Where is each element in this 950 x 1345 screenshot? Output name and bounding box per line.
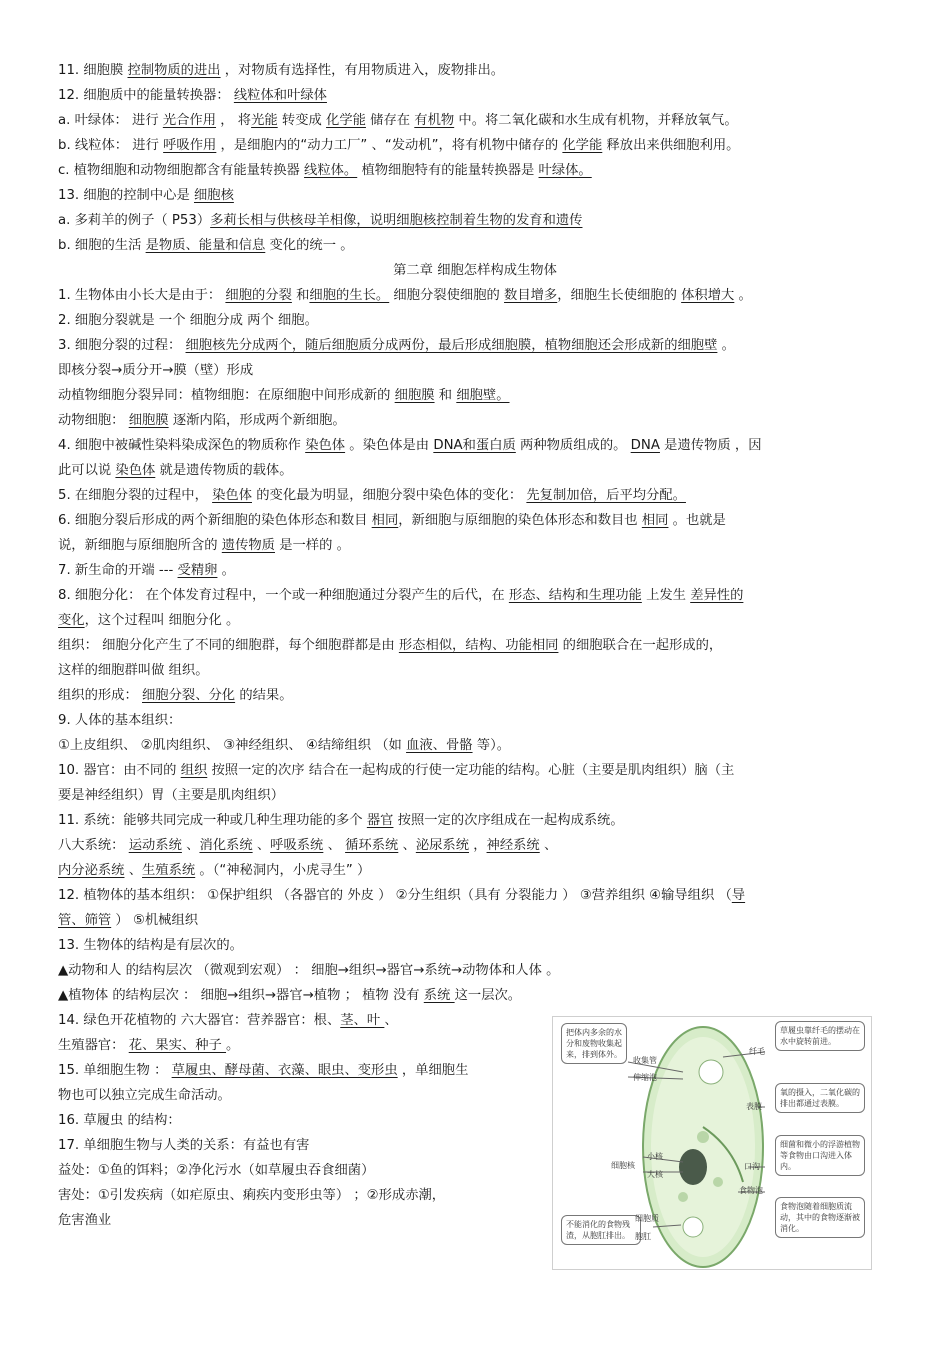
text-segment: 12. 植物体的基本组织： ①保护组织 （各器官的 外皮 ） ②分生组织（具有 分裂能力 ） ③营养组织 ④输导组织 （ [58,888,732,903]
text-line [58,787,284,805]
text-segment: 的变化最为明显，细胞分裂中染色体的变化： [252,488,527,503]
label-oral-groove: 口沟 [744,1162,760,1171]
text-segment: 中。将二氧化碳和水生成有机物，并释放氧气。 [454,113,738,128]
text-line [58,162,592,180]
text-line [58,987,521,1005]
text-segment: 15. 单细胞生物 ： [58,1063,172,1078]
text-segment: 此可以说 [58,463,116,478]
underlined-answer: 内分泌系统 [58,863,125,878]
text-line [58,537,350,555]
text-line [58,762,734,780]
text-line [58,512,726,530]
underlined-answer: 循环系统 [345,838,399,853]
text-segment: 的细胞联合在一起形成的， [558,638,723,653]
text-line [58,337,735,355]
text-line [58,212,582,230]
text-segment: 按照一定的次序 结合在一起构成的行使一定功能的结构。心脏（主要是肌肉组织）脑（主 [207,763,735,778]
text-segment: 即核分裂→质分开→膜（壁）形成 [58,363,254,378]
underlined-answer: 是物质、能量和信息 [145,238,266,253]
text-segment: 转变成 [277,113,327,128]
underlined-answer: 先复制加倍，后平均分配。 [526,488,686,503]
underlined-answer: 线粒体。 [304,163,358,178]
text-segment: 16. 草履虫 的结构： [58,1113,181,1128]
text-segment: 八大系统： [58,838,129,853]
underlined-answer: 运动系统 [128,838,182,853]
callout-cilia: 草履虫靠纤毛的摆动在水中旋转前进。 [775,1021,865,1051]
text-segment: 就是遗传物质的载体。 [155,463,293,478]
text-line [58,137,739,155]
text-line [58,887,745,905]
text-segment: 4. 细胞中被碱性染料染成深色的物质称作 [58,438,306,453]
text-segment: 。 [734,288,752,303]
text-segment: ，新细胞与原细胞的染色体形态和数目也 [398,513,642,528]
text-segment: 动物细胞： [58,413,129,428]
underlined-answer: 细胞膜 [128,413,169,428]
text-segment: 物也可以独立完成生命活动。 [58,1088,231,1103]
text-line [58,837,557,855]
text-segment: 危害渔业 [58,1213,112,1228]
label-anal-pore: 胞肛 [635,1232,651,1241]
text-line [58,1062,468,1080]
text-segment: 这样的细胞群叫做 组织。 [58,663,209,678]
underlined-answer: 光合作用 [162,113,217,128]
text-line [58,387,510,405]
text-segment: 12. 细胞质中的能量转换器： [58,88,234,103]
text-line [58,412,346,430]
underlined-answer: 消化系统 [199,838,253,853]
label-cytoplasm: 细胞质 [635,1214,659,1223]
text-line [58,1112,181,1130]
label-micronucleus: 小核 [647,1152,663,1161]
chapter-heading [0,262,950,280]
text-line [58,437,762,455]
text-segment: 17. 单细胞生物与人类的关系：有益也有害 [58,1138,310,1153]
text-segment: 生殖器官： [58,1038,129,1053]
underlined-answer: 泌尿系统 [415,838,470,853]
underlined-answer: 细胞壁。 [456,388,510,403]
text-line [58,187,234,205]
text-segment: 、 [323,838,346,853]
text-segment: 第二章 细胞怎样构成生物体 [393,263,557,278]
text-segment: 。 [226,1038,240,1053]
text-segment: 、 [181,838,200,853]
text-segment: 。也就是 [668,513,726,528]
text-segment: 益处：①鱼的饵料；②净化污水（如草履虫吞食细菌） [58,1163,375,1178]
callout-contractile: 把体内多余的水分和废物收集起来，排到体外。 [561,1023,627,1064]
text-segment: 7. 新生命的开端 --- [58,563,178,578]
underlined-answer: 细胞核 [193,188,234,203]
text-segment: 要是神经组织）胃（主要是肌肉组织） [58,788,285,803]
text-segment: ， 将 [216,113,252,128]
text-segment: 上发生 [641,588,691,603]
text-segment: ①上皮组织、 ②肌肉组织、 ③神经组织、 ④结缔组织 （如 [58,738,407,753]
label-food-vacuole: 食物泡 [739,1186,763,1195]
underlined-answer: 叶绿体。 [538,163,592,178]
text-line [58,1137,309,1155]
text-segment: 细胞分裂使细胞的 [389,288,505,303]
text-segment: 逐渐内陷，形成两个新细胞。 [168,413,346,428]
text-segment: 的结果。 [235,688,293,703]
paramecium-diagram [552,1016,872,1270]
text-segment: b. 线粒体： 进行 [58,138,164,153]
text-line [58,1162,374,1180]
text-line [58,487,686,505]
text-line [58,637,722,655]
underlined-answer: DNA和蛋白质 [433,438,516,453]
underlined-answer: 细胞分裂、分化 [142,688,236,703]
text-line [58,862,370,880]
text-segment: 储存在 [365,113,415,128]
underlined-answer: 染色体 [212,488,252,503]
text-segment: ，细胞生长使细胞的 [557,288,682,303]
text-line [58,687,293,705]
underlined-answer: 组织 [180,763,208,778]
text-line [58,1187,445,1205]
underlined-answer: 血液、骨骼 [406,738,473,753]
text-line [58,1012,398,1030]
text-line [58,712,181,730]
label-macronucleus: 大核 [647,1170,663,1179]
text-segment: 5. 在细胞分裂的过程中， [58,488,213,503]
text-segment: 11. 系统：能够共同完成一种或几种生理功能的多个 [58,813,367,828]
text-segment: 这一层次。 [454,988,522,1003]
text-line [58,912,198,930]
callout-food-vacuole: 食物泡随着细胞质流动，其中的食物逐渐被消化。 [775,1197,865,1238]
text-segment: ，单细胞生 [397,1063,469,1078]
underlined-answer: 相同 [371,513,399,528]
text-segment: 、 [252,838,271,853]
underlined-answer: 形态、结构和生理功能 [508,588,642,603]
text-segment: 14. 绿色开花植物的 六大器官：营养器官：根、 [58,1013,341,1028]
text-line [58,587,743,605]
label-membrane: 表膜 [746,1102,762,1111]
underlined-answer: DNA [630,438,660,453]
text-segment: 6. 细胞分裂后形成的两个新细胞的染色体形态和数目 [58,513,372,528]
text-segment: ▲动物和人 的结构层次 （微观到宏观） ： 细胞→组织→器官→系统→动物体和人体 。 [58,963,560,978]
underlined-answer: 变化 [58,613,85,628]
underlined-answer: 化学能 [326,113,366,128]
text-line [58,87,327,105]
text-segment: 组织： 细胞分化产生了不同的细胞群，每个细胞群都是由 [58,638,399,653]
underlined-answer: 遗传物质 [221,538,275,553]
underlined-answer: 茎、叶 [340,1013,385,1028]
text-segment: c. 植物细胞和动物细胞都含有能量转换器 [58,163,305,178]
text-line [58,287,752,305]
underlined-answer: 花、果实、种子 [128,1038,227,1053]
text-segment: 。（“神秘洞内，小虎寻生” ） [195,863,371,878]
text-line [58,1087,231,1105]
text-segment: 释放出来供细胞利用。 [602,138,740,153]
underlined-answer: 有机物 [414,113,455,128]
text-segment: 按照一定的次序组成在一起构成系统。 [393,813,624,828]
text-segment: 说，新细胞与原细胞所含的 [58,538,222,553]
text-line [58,662,209,680]
text-segment: 。 [717,338,735,353]
underlined-answer: 器官 [366,813,394,828]
underlined-answer: 化学能 [562,138,603,153]
underlined-answer: 线粒体和叶绿体 [233,88,327,103]
text-segment: 是一样的 。 [274,538,350,553]
underlined-answer: 受精卵 [177,563,218,578]
text-segment: 1. 生物体由小长大是由于： [58,288,226,303]
text-segment: ，是细胞内的“动力工厂” 、“发动机”，将有机物中储存的 [216,138,563,153]
text-segment: ▲植物体 的结构层次 ： 细胞→组织→器官→植物 ； 植物 没有 [58,988,424,1003]
text-segment: 11. 细胞膜 [58,63,128,78]
label-cilia: 纤毛 [749,1047,765,1056]
underlined-answer: 多莉长相与供核母羊相像，说明细胞核控制着生物的发育和遗传 [210,213,583,228]
text-line [58,237,354,255]
label-collecting-tube: 收集管 [633,1056,657,1065]
text-segment: 等）。 [472,738,511,753]
text-segment: 。染色体是由 [345,438,434,453]
underlined-answer: 形态相似，结构、功能相同 [398,638,559,653]
text-segment: 2. 细胞分裂就是 一个 细胞分成 两个 细胞。 [58,313,318,328]
underlined-answer: 细胞的分裂 [225,288,292,303]
text-segment: 13. 细胞的控制中心是 [58,188,194,203]
text-segment: ，对物质有选择性，有用物质进入，废物排出。 [220,63,505,78]
text-segment: 植物细胞特有的能量转换器是 [357,163,539,178]
underlined-answer: 染色体 [115,463,156,478]
text-segment: 、 [398,838,416,853]
text-line [58,562,235,580]
underlined-answer: 体积增大 [681,288,735,303]
underlined-answer: 生殖系统 [142,863,196,878]
callout-oral-groove: 细菌和微小的浮游植物等食物由口沟进入体内。 [775,1135,865,1176]
text-line [58,462,293,480]
underlined-answer: 呼吸作用 [163,138,217,153]
text-segment: a. 多莉羊的例子（ P53） [58,213,211,228]
text-segment: 害处：①引发疾病（如疟原虫、痢疾内变形虫等） ；②形成赤潮， [58,1188,446,1203]
label-nucleus: 细胞核 [611,1161,635,1170]
underlined-answer: 细胞膜 [394,388,435,403]
callout-membrane: 氧的摄入，二氧化碳的排出都通过表膜。 [775,1083,865,1113]
text-segment: 和 [291,288,310,303]
text-segment: 两种物质组成的。 [515,438,631,453]
underlined-answer: 细胞核先分成两个，随后细胞质分成两份，最后形成细胞膜，植物细胞还会形成新的细胞壁 [185,338,718,353]
text-segment: 、 [539,838,558,853]
text-segment: ） ⑤机械组织 [111,913,199,928]
text-segment: 13. 生物体的结构是有层次的。 [58,938,243,953]
underlined-answer: 相同 [641,513,669,528]
text-line [58,1037,239,1055]
underlined-answer: 神经系统 [486,838,540,853]
text-segment: 。 [217,563,235,578]
text-segment: 、 [124,863,143,878]
text-line [58,737,510,755]
text-segment: 3. 细胞分裂的过程： [58,338,186,353]
text-segment: 和 [434,388,457,403]
text-segment: 9. 人体的基本组织： [58,713,182,728]
text-line [58,612,239,630]
text-line [58,362,253,380]
text-line [58,962,559,980]
underlined-answer: 控制物质的进出 [127,63,221,78]
text-line [58,112,738,130]
text-line [58,812,624,830]
callout-anal-pore: 不能消化的食物残渣，从胞肛排出。 [561,1215,641,1245]
text-segment: ， [469,838,487,853]
text-line [58,1212,111,1230]
text-line [58,312,318,330]
text-segment: 变化的统一 。 [265,238,354,253]
underlined-answer: 导 [731,888,746,903]
text-segment: 10. 器官：由不同的 [58,763,181,778]
label-contractile-vacuole: 伸缩泡 [633,1073,657,1082]
underlined-answer: 细胞的生长。 [309,288,390,303]
text-segment: 是遗传物质 ，因 [659,438,762,453]
underlined-answer: 染色体 [305,438,346,453]
underlined-answer: 光能 [251,113,278,128]
text-segment: 组织的形成： [58,688,143,703]
underlined-answer: 草履虫、酵母菌、衣藻、眼虫、变形虫 [171,1063,398,1078]
text-segment: a. 叶绿体： 进行 [58,113,163,128]
underlined-answer: 呼吸系统 [270,838,324,853]
text-segment: 、 [384,1013,398,1028]
underlined-answer: 系统 [423,988,455,1003]
underlined-answer: 数目增多 [504,288,558,303]
text-segment: ，这个过程叫 细胞分化 。 [84,613,240,628]
text-line [58,937,243,955]
text-segment: 8. 细胞分化： 在个体发育过程中，一个或一种细胞通过分裂产生的后代，在 [58,588,509,603]
text-line [58,62,504,80]
text-segment: b. 细胞的生活 [58,238,146,253]
underlined-answer: 管、筛管 [58,913,112,928]
text-segment: 动植物细胞分裂异同：植物细胞：在原细胞中间形成新的 [58,388,395,403]
underlined-answer: 差异性的 [690,588,744,603]
